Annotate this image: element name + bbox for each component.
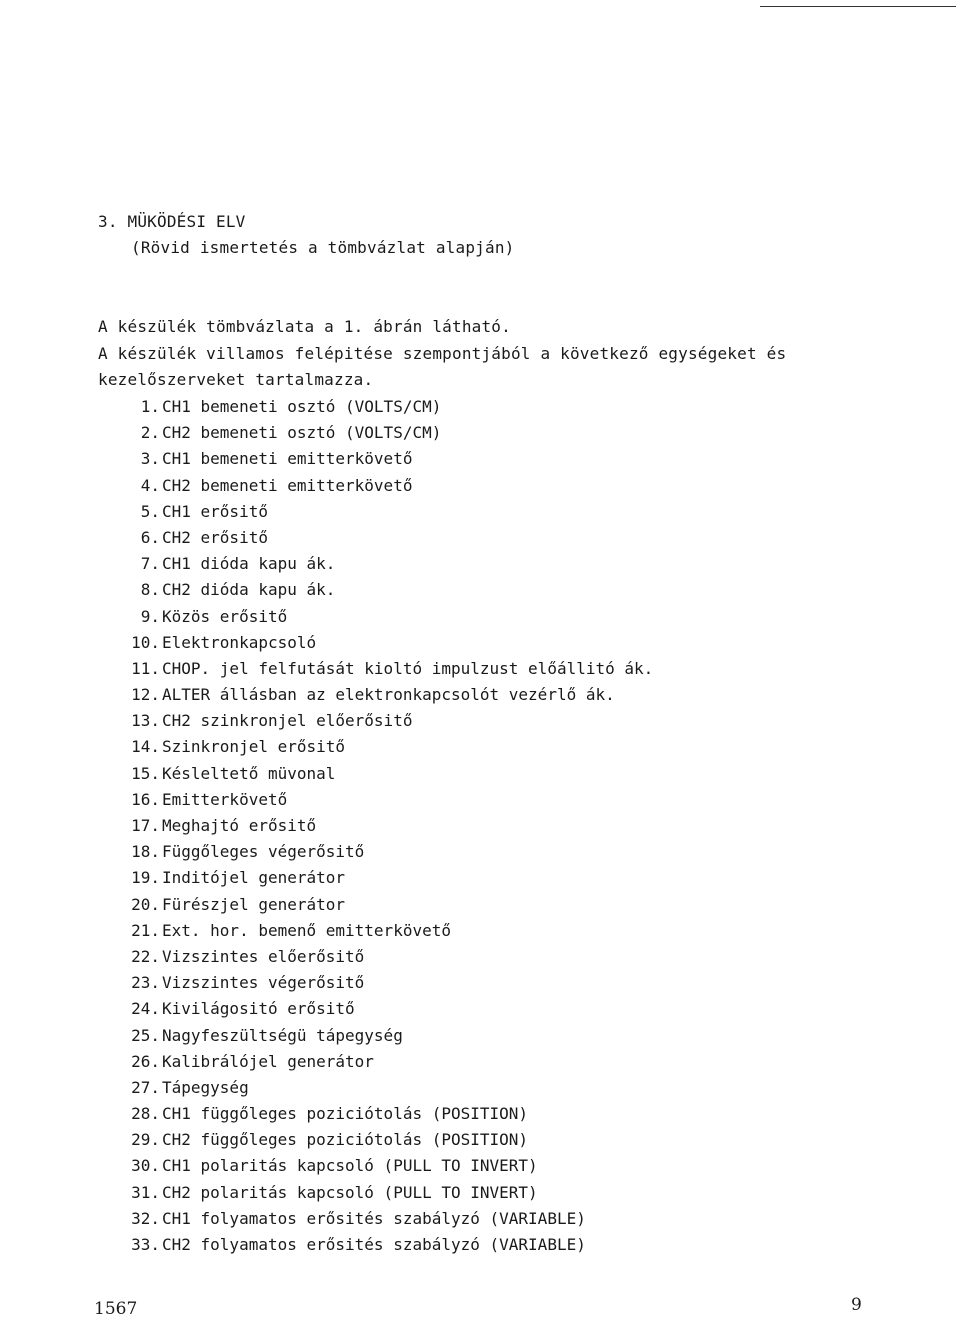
intro-line-2: A készülék villamos felépitése szempontjából a következő egységeket és (98, 344, 787, 363)
list-item-text: CH1 polaritás kapcsoló (PULL TO INVERT) (162, 1156, 538, 1176)
list-item (120, 999, 653, 1025)
list-item-number: 10. (131, 632, 160, 652)
list-item-text: Vizszintes végerősitő (162, 973, 365, 993)
list-item (120, 449, 653, 475)
list-item-number: 12. (131, 685, 160, 705)
list-item-number: 26. (131, 1051, 160, 1071)
list-item (120, 397, 653, 423)
list-item-number: 22. (131, 946, 160, 966)
list-item (120, 816, 653, 842)
list-item-number: 27. (131, 1077, 160, 1097)
list-item-number: 13. (131, 711, 160, 731)
list-item-number: 23. (131, 973, 160, 993)
list-item-text: Szinkronjel erősitő (162, 737, 346, 757)
list-item (120, 711, 653, 737)
section-heading: 3. MÜKÖDÉSI ELV (98, 212, 246, 231)
list-item-number: 8. (140, 580, 160, 600)
list-item-text: Emitterkövető (162, 789, 288, 809)
list-item-text: CH1 erősitő (162, 501, 268, 521)
list-item (120, 1156, 653, 1182)
list-item-text: CH1 bemeneti emitterkövető (162, 449, 413, 469)
list-item (120, 895, 653, 921)
list-item-number: 29. (131, 1130, 160, 1150)
list-item (120, 921, 653, 947)
list-item-text: CH2 függőleges poziciótolás (POSITION) (162, 1130, 529, 1150)
list-item (120, 764, 653, 790)
list-item (120, 423, 653, 449)
list-item-number: 24. (131, 999, 160, 1019)
list-item-number: 11. (131, 658, 160, 678)
list-item-number: 3. (140, 449, 160, 469)
list-item-number: 32. (131, 1208, 160, 1228)
list-item-number: 21. (131, 920, 160, 940)
list-item-number: 19. (131, 868, 160, 888)
list-item (120, 1052, 653, 1078)
list-item (120, 633, 653, 659)
list-item-number: 28. (131, 1104, 160, 1124)
list-item (120, 1026, 653, 1052)
intro-line-1: A készülék tömbvázlata a 1. ábrán látható. (98, 317, 511, 336)
list-item (120, 476, 653, 502)
list-item-number: 15. (131, 763, 160, 783)
list-item-text: ALTER állásban az elektronkapcsolót vezérlő ák. (162, 685, 615, 705)
list-item-text: Közös erősitő (162, 606, 288, 626)
list-item-text: CHOP. jel felfutását kioltó impulzust előállitó ák. (162, 658, 654, 678)
list-item-text: Nagyfeszültségü tápegység (162, 1025, 403, 1045)
list-item (120, 607, 653, 633)
intro-line-3: kezelőszerveket tartalmazza. (98, 370, 374, 389)
top-rule-line (760, 6, 956, 7)
list-item-text: CH1 bemeneti osztó (VOLTS/CM) (162, 397, 442, 416)
list-item-number: 5. (140, 501, 160, 521)
list-item-text: Ext. hor. bemenő emitterkövető (162, 920, 451, 940)
list-item-number: 17. (131, 816, 160, 835)
list-item (120, 1183, 653, 1209)
list-item-text: CH2 dióda kapu ák. (162, 580, 336, 600)
list-item-text: CH2 folyamatos erősités szabályzó (VARIABLE) (162, 1235, 586, 1254)
list-item-text: Inditójel generátor (162, 868, 346, 888)
list-item-number: 9. (140, 606, 160, 626)
list-item-number: 7. (140, 554, 160, 574)
list-item-text: Kivilágositó erősitő (162, 999, 355, 1019)
unit-list (120, 397, 653, 1261)
list-item-text: CH2 bemeneti osztó (VOLTS/CM) (162, 423, 442, 443)
list-item (120, 685, 653, 711)
list-item (120, 842, 653, 868)
list-item (120, 659, 653, 685)
footer-code: 1567 (94, 1299, 138, 1319)
list-item-number: 16. (131, 789, 160, 809)
list-item-text: CH2 bemeneti emitterkövető (162, 475, 413, 495)
list-item-number: 1. (140, 397, 160, 416)
list-item (120, 790, 653, 816)
list-item-number: 20. (131, 894, 160, 914)
list-item-number: 18. (131, 842, 160, 862)
list-item-number: 2. (140, 423, 160, 443)
list-item-number: 4. (140, 475, 160, 495)
list-item-number: 6. (140, 527, 160, 547)
list-item (120, 1235, 653, 1261)
list-item-text: Kalibrálójel generátor (162, 1051, 374, 1071)
list-item-text: Függőleges végerősitő (162, 842, 365, 862)
list-item-text: Meghajtó erősitő (162, 816, 317, 835)
list-item-number: 30. (131, 1156, 160, 1176)
list-item-text: CH1 folyamatos erősités szabályzó (VARIABLE) (162, 1208, 586, 1228)
list-item (120, 737, 653, 763)
list-item-text: CH2 polaritás kapcsoló (PULL TO INVERT) (162, 1182, 538, 1202)
list-item-text: CH2 erősitő (162, 527, 268, 547)
list-item (120, 1078, 653, 1104)
list-item-number: 31. (131, 1182, 160, 1202)
list-item (120, 868, 653, 894)
list-item-text: Fürészjel generátor (162, 894, 346, 914)
list-item (120, 1104, 653, 1130)
list-item-text: CH2 szinkronjel előerősitő (162, 711, 413, 731)
list-item-text: CH1 függőleges poziciótolás (POSITION) (162, 1104, 529, 1124)
list-item-text: Tápegység (162, 1077, 249, 1097)
list-item-text: Késleltető müvonal (162, 763, 336, 783)
page-number: 9 (851, 1295, 862, 1315)
list-item (120, 528, 653, 554)
list-item-text: CH1 dióda kapu ák. (162, 554, 336, 574)
list-item (120, 947, 653, 973)
list-item-number: 14. (131, 737, 160, 757)
list-item (120, 502, 653, 528)
list-item-number: 25. (131, 1025, 160, 1045)
list-item (120, 580, 653, 606)
list-item (120, 973, 653, 999)
section-subheading: (Rövid ismertetés a tömbvázlat alapján) (131, 238, 515, 257)
list-item (120, 1130, 653, 1156)
list-item (120, 554, 653, 580)
list-item-number: 33. (131, 1235, 160, 1254)
list-item (120, 1209, 653, 1235)
list-item-text: Vizszintes előerősitő (162, 946, 365, 966)
list-item-text: Elektronkapcsoló (162, 632, 317, 652)
